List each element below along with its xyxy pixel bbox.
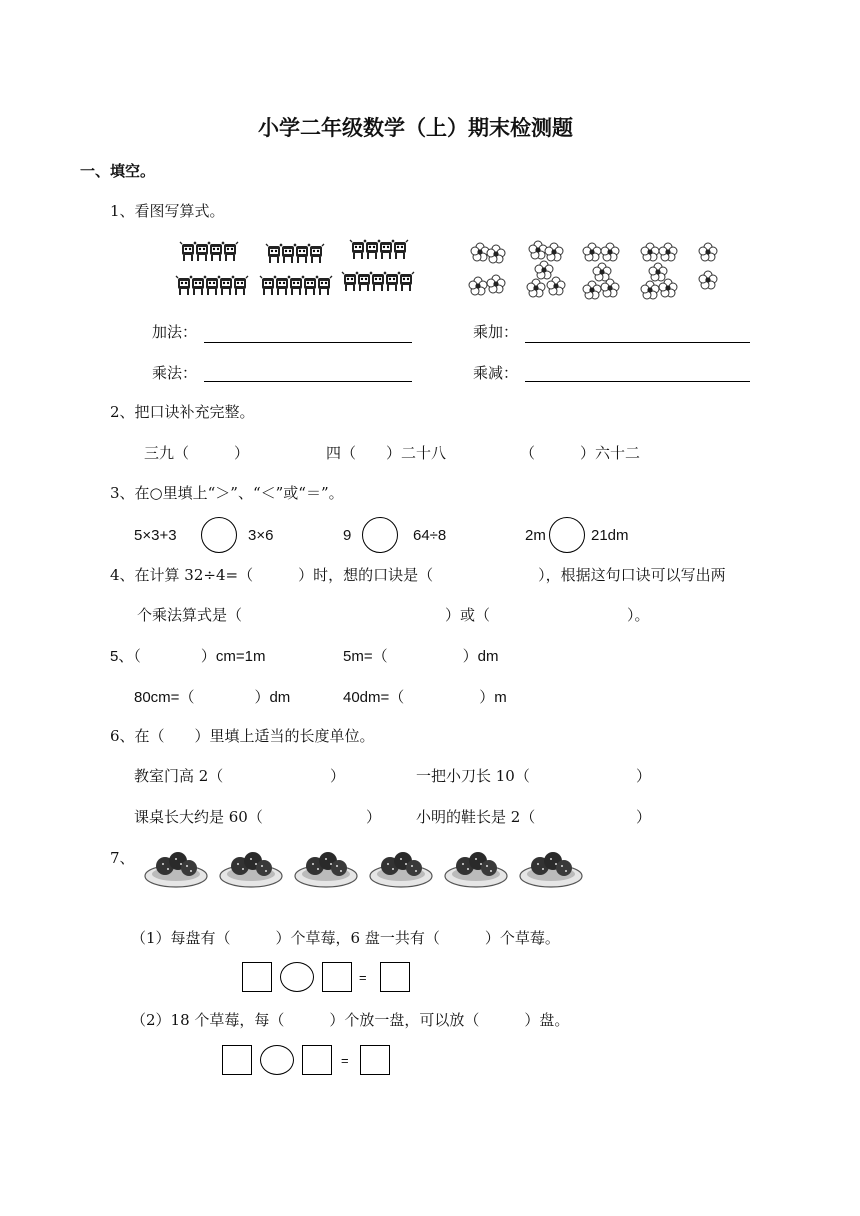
compare-c-left: 2m	[525, 527, 546, 544]
unit-fill-d[interactable]: 小明的鞋长是 2（	[416, 808, 536, 826]
unit-fill-d-close: ）	[636, 808, 652, 826]
unit-fill-b[interactable]: 一把小刀长 10（	[416, 767, 530, 785]
compare-c-circle[interactable]	[549, 517, 585, 553]
equation-1-box-1[interactable]	[242, 962, 272, 992]
question-4-line-1: 4、在计算 32÷4=（ ）时，想的口诀是（ ），根据这句口诀可以写出两	[110, 566, 726, 584]
question-1-label: 1、看图写算式。	[110, 202, 225, 220]
equation-1-box-3[interactable]	[380, 962, 410, 992]
rhyme-item-1[interactable]: 三九（ ）	[144, 444, 250, 462]
question-6-label: 6、在（ ）里填上适当的长度单位。	[110, 727, 375, 745]
unit-convert-b[interactable]: 5m=（ ）dm	[343, 648, 499, 665]
compare-a-circle[interactable]	[201, 517, 237, 553]
compare-b-left: 9	[343, 527, 352, 544]
equation-2-box-3[interactable]	[360, 1045, 390, 1075]
addition-answer-line[interactable]	[204, 342, 412, 343]
multiply-subtract-answer-line[interactable]	[525, 381, 750, 382]
equation-2-operator-circle[interactable]	[260, 1045, 294, 1075]
flower-icon	[468, 240, 728, 304]
page-title: 小学二年级数学（上）期末检测题	[258, 116, 573, 140]
unit-convert-a[interactable]: 5、（ ）cm=1m	[110, 648, 266, 665]
compare-c-right: 21dm	[591, 527, 629, 544]
question-4-line-2-end: ）。	[627, 606, 650, 624]
unit-fill-a[interactable]: 教室门高 2（	[134, 767, 224, 785]
question-7-label: 7、	[110, 849, 135, 867]
question-4-line-2-mid: ）或（	[445, 606, 491, 624]
equation-2-box-1[interactable]	[222, 1045, 252, 1075]
multiply-subtract-label: 乘减：	[473, 364, 519, 382]
equation-2-equals: =	[341, 1053, 349, 1068]
multiply-add-answer-line[interactable]	[525, 342, 750, 343]
question-3-label: 3、在○里填上“＞”、“＜”或“＝”。	[110, 484, 344, 502]
compare-b-right: 64÷8	[413, 527, 447, 544]
unit-convert-d[interactable]: 40dm=（ ）m	[343, 689, 507, 706]
equation-2-box-2[interactable]	[302, 1045, 332, 1075]
equation-1-box-2[interactable]	[322, 962, 352, 992]
unit-fill-b-close: ）	[636, 767, 652, 785]
question-7-part-2: （2）18 个草莓，每（ ）个放一盘，可以放（ ）盘。	[131, 1011, 570, 1029]
equation-1-equals: =	[359, 970, 367, 985]
unit-fill-c-close: ）	[366, 808, 382, 826]
cow-icon	[172, 240, 432, 304]
strawberry-plate-icon	[145, 846, 590, 892]
question-2-label: 2、把口诀补充完整。	[110, 403, 255, 421]
addition-label: 加法：	[152, 323, 198, 341]
equation-1-operator-circle[interactable]	[280, 962, 314, 992]
compare-a-right: 3×6	[248, 527, 274, 544]
multiplication-label: 乘法：	[152, 364, 198, 382]
compare-b-circle[interactable]	[362, 517, 398, 553]
rhyme-item-3[interactable]: （ ）六十二	[520, 444, 641, 462]
compare-a-left: 5×3+3	[134, 527, 177, 544]
question-4-line-2-start: 个乘法算式是（	[137, 606, 243, 624]
section-heading-fill-in: 一、填空。	[80, 162, 156, 180]
rhyme-item-2[interactable]: 四（ ）二十八	[326, 444, 447, 462]
multiplication-answer-line[interactable]	[204, 381, 412, 382]
unit-convert-c[interactable]: 80cm=（ ）dm	[134, 689, 291, 706]
multiply-add-label: 乘加：	[473, 323, 519, 341]
unit-fill-a-close: ）	[330, 767, 346, 785]
unit-fill-c[interactable]: 课桌长大约是 60（	[134, 808, 263, 826]
question-7-part-1: （1）每盘有（ ）个草莓，6 盘一共有（ ）个草莓。	[131, 929, 560, 947]
